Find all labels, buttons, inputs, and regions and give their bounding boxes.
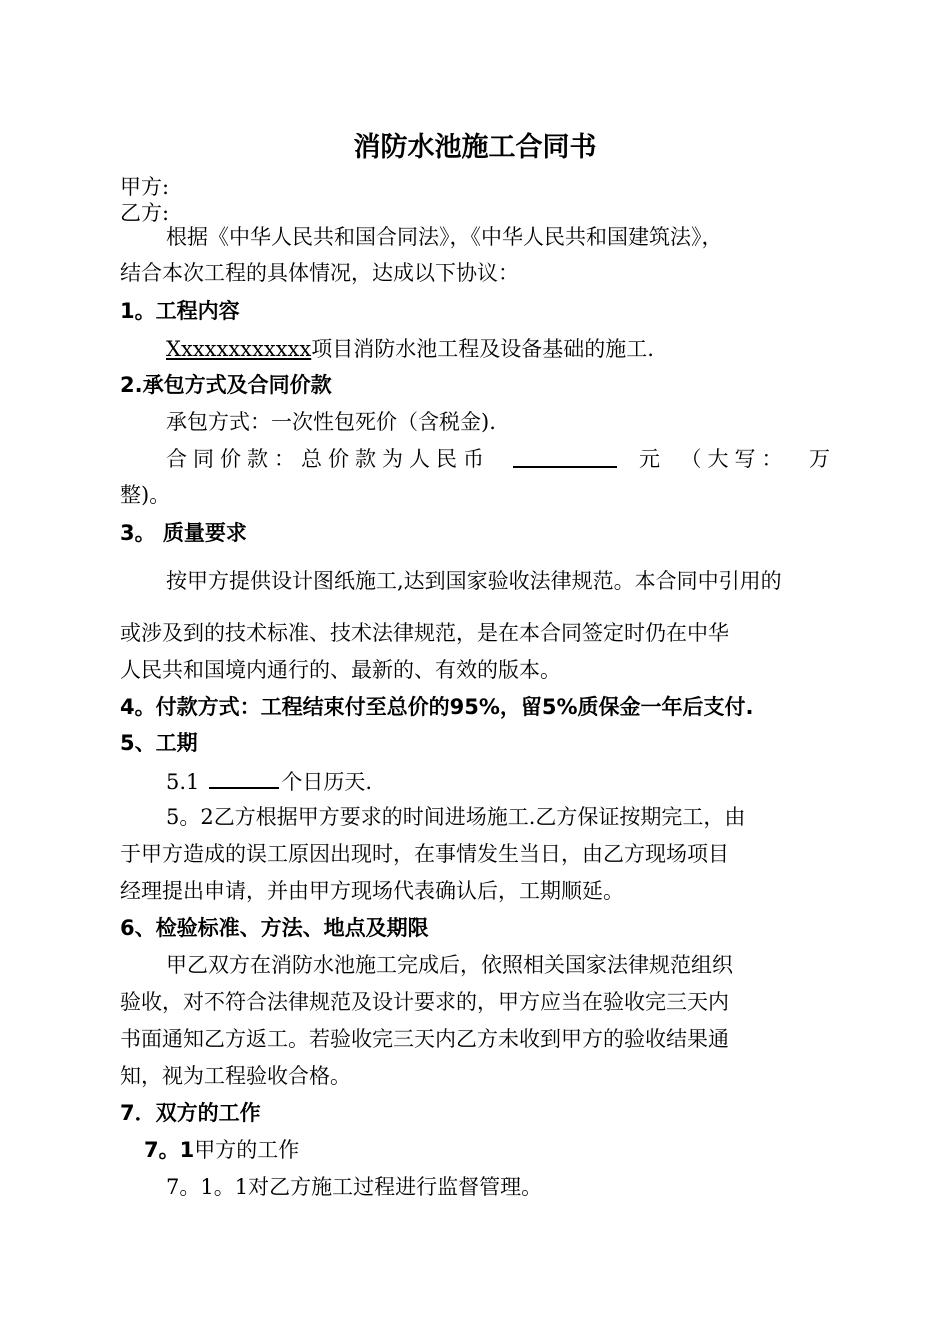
price-end: 整)。 <box>120 483 171 507</box>
period-item-1-number: 5.1 <box>166 770 200 794</box>
price-wan: 万 <box>809 447 830 471</box>
quality-line-1: 按甲方提供设计图纸施工,达到国家验收法律规范。本合同中引用的 <box>166 569 782 593</box>
period-item-1-text: 个日历天. <box>281 770 373 794</box>
quality-line-3: 人民共和国境内通行的、最新的、有效的版本。 <box>120 658 561 682</box>
period-item-2-line-2: 于甲方造成的误工原因出现时，在事情发生当日，由乙方现场项目 <box>120 842 729 866</box>
price-label: 合同价款：总价款为人民币 <box>166 447 490 471</box>
price-unit: 元 <box>639 447 660 471</box>
section-7-1-heading <box>144 1135 830 1165</box>
document-title: 消防水池施工合同书 <box>353 132 597 163</box>
section-3-heading: 3。 质量要求 <box>120 521 247 545</box>
section-7-1-number: 7。1 <box>144 1138 195 1162</box>
inspection-line-2: 验收，对不符合法律规范及设计要求的，甲方应当在验收完三天内 <box>120 990 729 1014</box>
section-6-heading: 6、检验标准、方法、地点及期限 <box>120 916 429 940</box>
section-1-content <box>166 334 830 364</box>
price-amount-blank <box>513 444 617 468</box>
party-a-label: 甲方: <box>120 175 170 199</box>
section-1-heading: 1。工程内容 <box>120 299 240 323</box>
section-2-heading: 2.承包方式及合同价款 <box>120 373 332 397</box>
section-5-heading: 5、工期 <box>120 731 198 755</box>
contract-method: 承包方式：一次性包死价（含税金). <box>166 410 496 434</box>
period-days-blank <box>209 765 279 789</box>
period-item-2-line-3: 经理提出申请，并由甲方现场代表确认后，工期顺延。 <box>120 879 624 903</box>
intro-line-1: 根据《中华人民共和国合同法》，《中华人民共和国建筑法》， <box>166 225 723 249</box>
inspection-line-4: 知，视为工程验收合格。 <box>120 1064 351 1088</box>
contract-price-line <box>166 444 830 474</box>
period-item-2-line-1: 5。2乙方根据甲方要求的时间进场施工.乙方保证按期完工，由 <box>166 805 746 829</box>
inspection-line-3: 书面通知乙方返工。若验收完三天内乙方未收到甲方的验收结果通 <box>120 1027 729 1051</box>
section-7-1-text: 甲方的工作 <box>194 1138 300 1162</box>
period-item-1 <box>166 765 830 797</box>
section-7-1-1-item: 7。1。1对乙方施工过程进行监督管理。 <box>166 1175 543 1199</box>
project-description: 项目消防水池工程及设备基础的施工. <box>311 337 654 361</box>
party-b-label: 乙方: <box>120 201 170 225</box>
inspection-line-1: 甲乙双方在消防水池施工完成后，依照相关国家法律规范组织 <box>166 953 733 977</box>
price-words-label: （大写： <box>680 447 789 471</box>
quality-line-2: 或涉及到的技术标准、技术法律规范，是在本合同签定时仍在中华 <box>120 621 729 645</box>
intro-line-2: 结合本次工程的具体情况，达成以下协议： <box>120 261 519 285</box>
section-7-heading: 7．双方的工作 <box>120 1101 261 1125</box>
project-name: Xxxxxxxxxxxx <box>166 337 312 361</box>
section-4-heading: 4。付款方式：工程结束付至总价的95%，留5%质保金一年后支付. <box>120 695 754 719</box>
